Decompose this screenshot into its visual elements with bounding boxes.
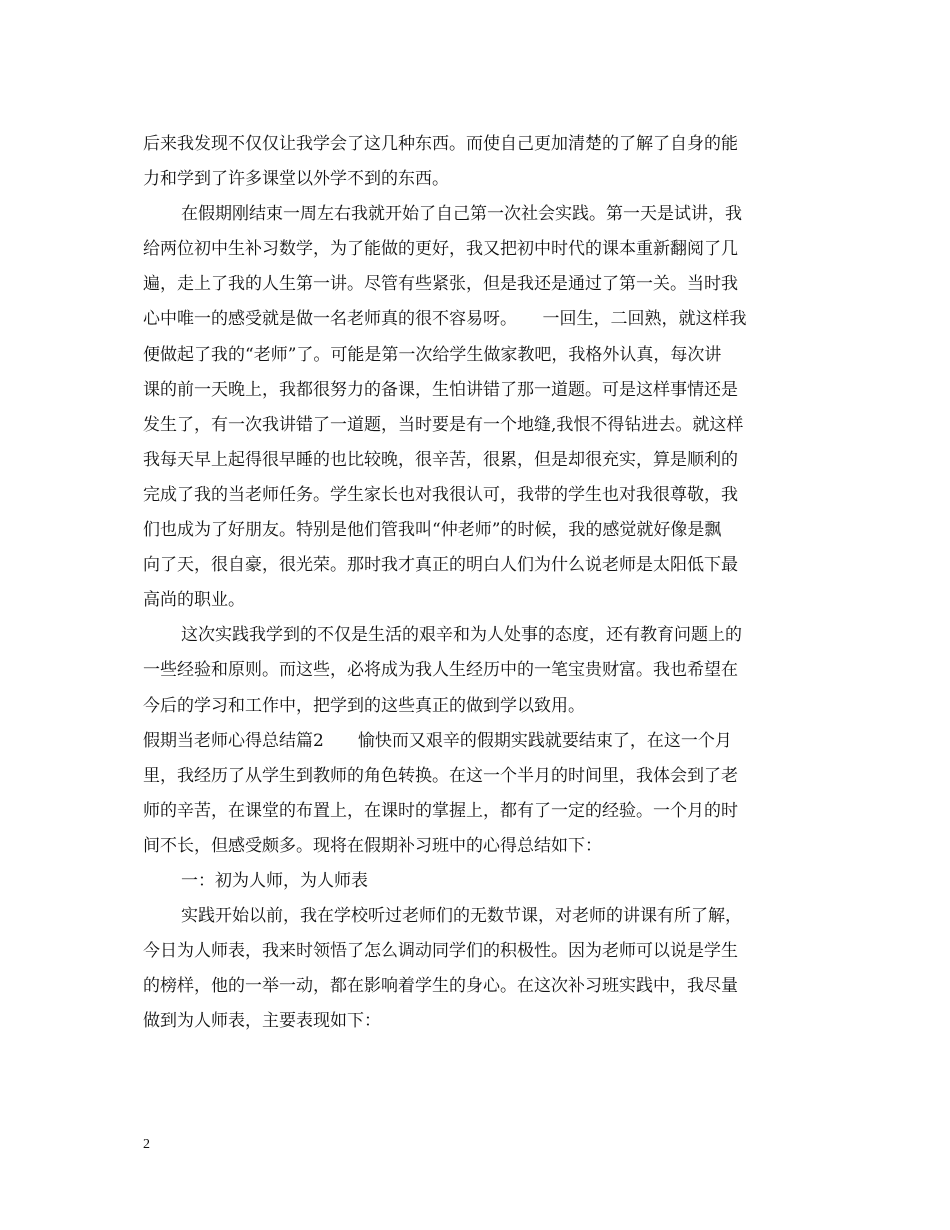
text-line: 便做起了我的“老师”了。可能是第一次给学生做家教吧，我格外认真，每次讲 (143, 344, 722, 365)
text-line: 课的前一天晚上，我都很努力的备课，生怕讲错了那一道题。可是这样事情还是 (143, 379, 738, 400)
text-line: 一：初为人师，为人师表 (181, 870, 368, 891)
text-line: 后来我发现不仅仅让我学会了这几种东西。而使自己更加清楚的了解了自身的能 (143, 134, 738, 154)
text-line: 给两位初中生补习数学，为了能做的更好，我又把初中时代的课本重新翻阅了几 (143, 239, 738, 260)
text-line: 我每天早上起得很早睡的也比较晚，很辛苦，很累，但是却很充实，算是顺利的 (143, 449, 738, 470)
text-line: 间不长，但感受颇多。现将在假期补习班中的心得总结如下： (143, 835, 602, 856)
text-line: 完成了我的当老师任务。学生家长也对我很认可，我带的学生也对我很尊敬，我 (143, 484, 738, 505)
text-line: 师的辛苦，在课堂的布置上，在课时的掌握上，都有了一定的经验。一个月的时 (143, 800, 738, 821)
body-text (143, 127, 803, 1039)
text-line: 高尚的职业。 (143, 590, 245, 611)
text-line: 力和学到了许多课堂以外学不到的东西。 (143, 169, 449, 190)
text-line: 向了天，很自豪，很光荣。那时我才真正的明白人们为什么说老师是太阳低下最 (143, 555, 738, 576)
text-line: 心中唯一的感受就是做一名老师真的很不容易呀。 一回生，二回熟，就这样我 (143, 309, 747, 330)
text-line: 在假期刚结束一周左右我就开始了自己第一次社会实践。第一天是试讲，我 (181, 204, 742, 225)
text-line: 今后的学习和工作中，把学到的这些真正的做到学以致用。 (143, 695, 585, 716)
text-line: 们也成为了好朋友。特别是他们管我叫“仲老师”的时候，我的感觉就好像是飘 (143, 520, 722, 541)
text-line: 假期当老师心得总结篇2 愉快而又艰辛的假期实践就要结束了，在这一个月 (143, 730, 732, 751)
text-line: 这次实践我学到的不仅是生活的艰辛和为人处事的态度，还有教育问题上的 (181, 625, 742, 646)
text-line: 遍，走上了我的人生第一讲。尽管有些紧张，但是我还是通过了第一关。当时我 (143, 274, 738, 295)
text-line: 实践开始以前，我在学校听过老师们的无数节课，对老师的讲课有所了解， (181, 906, 742, 927)
text-line: 一些经验和原则。而这些，必将成为我人生经历中的一笔宝贵财富。我也希望在 (143, 660, 738, 681)
text-line: 里，我经历了从学生到教师的角色转换。在这一个半月的时间里，我体会到了老 (143, 765, 738, 786)
page-number: 2 (143, 1137, 150, 1152)
text-line: 的榜样，他的一举一动，都在影响着学生的身心。在这次补习班实践中，我尽量 (143, 976, 738, 997)
text-line: 今日为人师表，我来时领悟了怎么调动同学们的积极性。因为老师可以说是学生 (143, 941, 738, 962)
text-line: 做到为人师表，主要表现如下： (143, 1011, 381, 1032)
text-line: 发生了，有一次我讲错了一道题，当时要是有一个地缝,我恨不得钻进去。就这样 (143, 414, 744, 435)
